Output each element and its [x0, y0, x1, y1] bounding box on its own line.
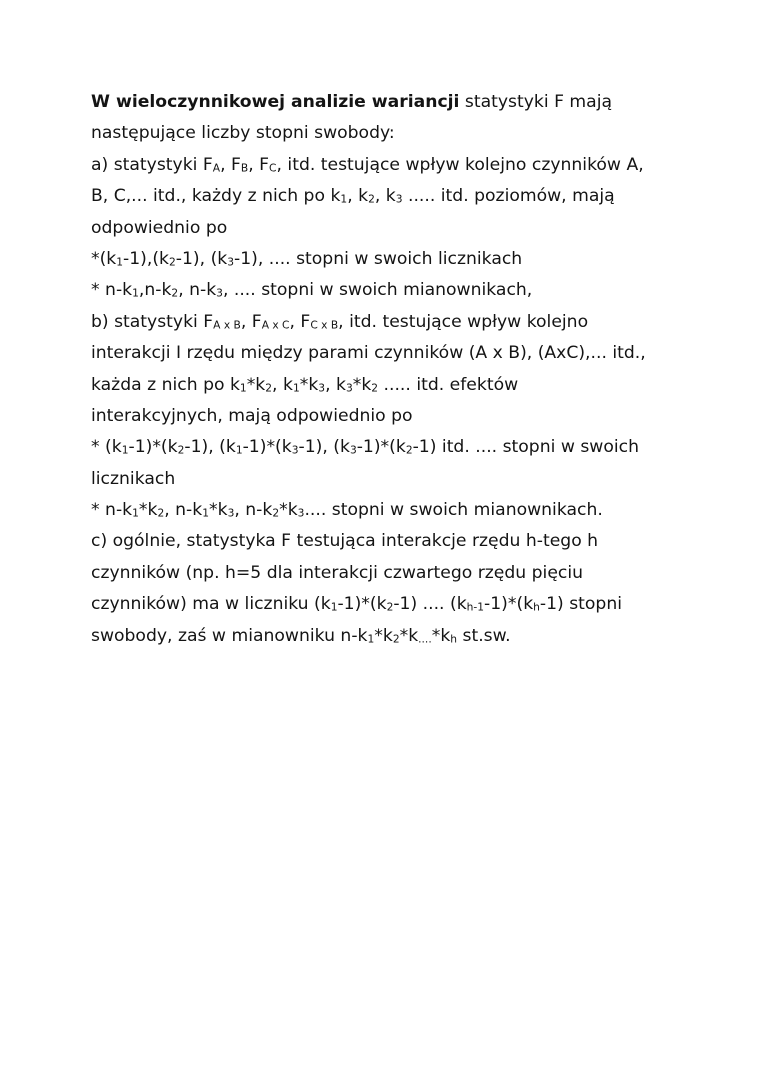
text-line: [91, 432, 691, 463]
text-run: *k: [399, 625, 419, 646]
text-run: odpowiednio po: [91, 217, 228, 238]
text-run: następujące liczby stopni swobody:: [91, 123, 395, 144]
subscript: 2: [171, 286, 179, 300]
subscript: 3: [395, 192, 403, 206]
text-run: , k: [347, 186, 369, 207]
text-run: *k: [138, 500, 158, 521]
text-run: -1), (k: [175, 248, 228, 269]
text-run: interakcyjnych, mają odpowiednio po: [91, 405, 413, 426]
text-line: [91, 401, 691, 432]
subscript: 3: [216, 286, 223, 300]
subscript: 2: [386, 600, 394, 614]
text-line: [91, 338, 691, 369]
text-run: * (k: [91, 437, 122, 458]
text-run: * n-k: [91, 280, 133, 301]
text-run: B, C,... itd., każdy z nich po k: [91, 186, 341, 207]
text-run: ..... itd. efektów: [378, 374, 519, 395]
text-run: *(k: [91, 248, 117, 269]
text-run: .... stopni w swoich mianownikach.: [304, 500, 603, 521]
text-run: interakcji I rzędu między parami czynników (A x B), (AxC),... itd.,: [91, 343, 646, 364]
subscript: 2: [371, 380, 379, 394]
bold-text: W wieloczynnikowej analizie wariancji: [91, 92, 460, 112]
subscript: 1: [340, 192, 348, 206]
subscript: 3: [297, 506, 305, 520]
text-run: , n-k: [234, 500, 273, 521]
subscript: 2: [368, 192, 375, 206]
text-run: -1), .... stopni w swoich licznikach: [234, 248, 523, 269]
text-run: -1)*(k: [337, 594, 387, 615]
text-run: -1)*(k: [242, 437, 292, 458]
text-run: -1)*(k: [484, 594, 534, 615]
text-run: , n-k: [164, 500, 203, 521]
text-run: *k: [374, 625, 393, 646]
subscript: ....: [418, 631, 432, 645]
subscript: h: [533, 600, 540, 614]
text-run: *k: [246, 374, 266, 395]
subscript: 2: [392, 631, 400, 645]
text-run: -1), (k: [298, 437, 350, 458]
subscript: 1: [235, 443, 243, 457]
text-run: c) ogólnie, statystyka F testująca interakcje rzędu h-tego h: [91, 531, 599, 552]
text-line: [91, 213, 691, 244]
text-run: * n-k: [91, 500, 133, 521]
text-line: [91, 464, 691, 495]
text-run: *k: [279, 500, 298, 521]
text-run: , F: [220, 154, 241, 175]
text-run: , F: [240, 311, 262, 332]
text-run: st.sw.: [457, 625, 511, 646]
text-run: licznikach: [91, 468, 176, 489]
text-run: *k: [299, 374, 319, 395]
text-run: , itd. testujące wpływ kolejno czynników A,: [276, 154, 644, 175]
text-run: czynników (np. h=5 dla interakcji czwartego rzędu pięciu: [91, 562, 584, 583]
subscript: 1: [330, 600, 338, 614]
text-run: czynników) ma w liczniku (k: [91, 594, 331, 615]
text-run: a) statystyki F: [91, 154, 213, 175]
text-line: [91, 621, 691, 652]
subscript: 1: [132, 286, 139, 300]
text-run: -1) itd. .... stopni w swoich: [412, 437, 640, 458]
subscript: A: [212, 161, 221, 175]
text-run: , F: [248, 154, 270, 175]
subscript: 3: [227, 506, 235, 520]
text-run: , itd. testujące wpływ kolejno: [338, 311, 589, 332]
subscript: 1: [132, 506, 139, 520]
text-line: [91, 589, 691, 620]
text-run: , F: [289, 311, 311, 332]
document-body: [91, 87, 691, 652]
text-run: -1) stopni: [539, 594, 623, 615]
subscript: 2: [272, 506, 280, 520]
text-run: ,n-k: [138, 280, 172, 301]
subscript: C x B: [310, 318, 339, 331]
text-run: -1)*(k: [128, 437, 178, 458]
text-run: , k: [374, 186, 396, 207]
text-line: [91, 307, 691, 338]
subscript: 3: [318, 380, 326, 394]
subscript: 1: [116, 255, 124, 269]
text-line: [91, 370, 691, 401]
subscript: 1: [239, 380, 247, 394]
subscript: h-1: [466, 600, 485, 614]
text-run: każda z nich po k: [91, 374, 240, 395]
text-run: ..... itd. poziomów, mają: [402, 186, 615, 207]
text-run: -1)*(k: [356, 437, 406, 458]
text-line: [91, 150, 691, 181]
subscript: 1: [121, 443, 129, 457]
text-run: swobody, zaś w mianowniku n-k: [91, 625, 368, 646]
text-line: [91, 244, 691, 275]
text-run: -1) .... (k: [393, 594, 467, 615]
subscript: 3: [291, 443, 299, 457]
subscript: 2: [265, 380, 273, 394]
text-line: [91, 181, 691, 212]
text-line: [91, 526, 691, 557]
subscript: 3: [227, 255, 235, 269]
subscript: C: [269, 161, 277, 175]
text-run: , n-k: [178, 280, 217, 301]
text-run: b) statystyki F: [91, 311, 214, 332]
text-line: [91, 275, 691, 306]
subscript: A x B: [213, 318, 241, 331]
subscript: 2: [157, 506, 165, 520]
subscript: 2: [169, 255, 176, 269]
text-run: *k: [431, 625, 451, 646]
text-run: *k: [209, 500, 228, 521]
text-run: *k: [352, 374, 372, 395]
subscript: A x C: [261, 318, 290, 331]
text-run: -1), (k: [184, 437, 236, 458]
subscript: 2: [177, 443, 185, 457]
subscript: 1: [202, 506, 209, 520]
text-line: [91, 495, 691, 526]
text-run: , .... stopni w swoich mianownikach,: [222, 280, 533, 301]
subscript: 1: [292, 380, 300, 394]
subscript: h: [450, 631, 458, 645]
text-run: , k: [272, 374, 293, 395]
subscript: B: [240, 161, 249, 175]
text-run: -1),(k: [123, 248, 170, 269]
subscript: 3: [345, 380, 353, 394]
subscript: 2: [405, 443, 413, 457]
text-line: [91, 87, 691, 118]
subscript: 1: [367, 631, 375, 645]
text-line: [91, 118, 691, 149]
text-run: statystyki F mają: [459, 92, 613, 112]
subscript: 3: [349, 443, 357, 457]
text-line: [91, 558, 691, 589]
text-run: , k: [325, 374, 346, 395]
